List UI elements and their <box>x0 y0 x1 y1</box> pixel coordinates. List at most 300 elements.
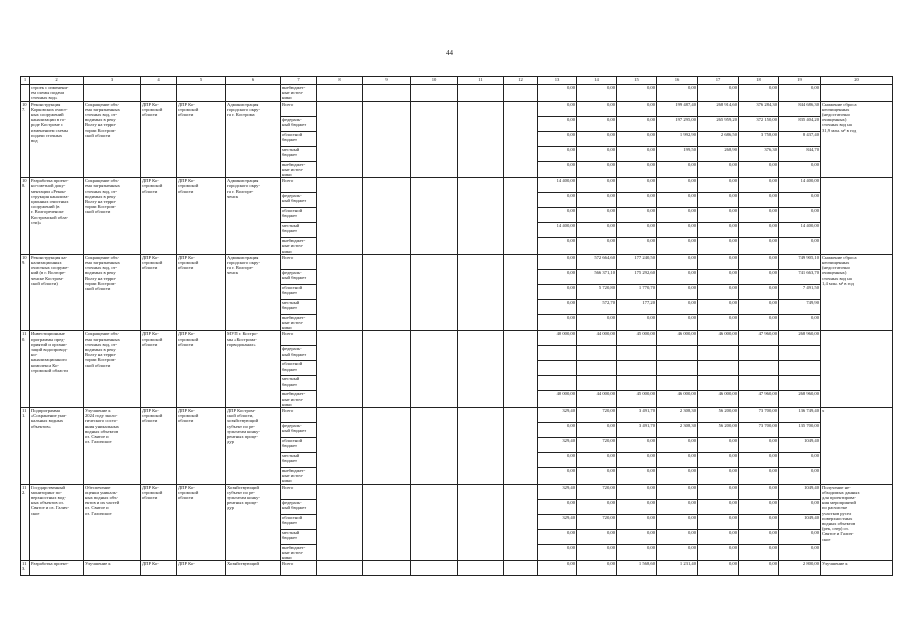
amount-cell: 3 758,00 <box>739 131 779 146</box>
amount-cell: 1049,40 <box>779 438 821 453</box>
empty-cell <box>504 561 538 576</box>
coexecutor-cell: ДПР Ко- стромской области <box>177 254 226 331</box>
funding-source-cell: местный бюджет <box>281 376 317 391</box>
amount-cell <box>779 346 821 361</box>
empty-cell <box>363 254 411 331</box>
amount-cell <box>617 376 657 391</box>
amount-cell: 0,00 <box>577 146 617 161</box>
activity-name-cell: Разработка проект- но-сметной доку- ментации «Рекон- струкция канализа- ционных очистных сооружений (в г. Волгореченске Костромской обла- сти)» <box>30 178 84 255</box>
empty-cell <box>363 101 411 178</box>
amount-cell: 1049,40 <box>779 514 821 529</box>
amount-cell: 0,00 <box>657 284 698 299</box>
amount-cell: 0,00 <box>657 238 698 255</box>
column-header: 19 <box>779 77 821 85</box>
empty-cell <box>317 178 363 255</box>
funding-source-cell: внебюджет- ные источ- ники <box>281 85 317 102</box>
amount-cell: 0,00 <box>779 314 821 331</box>
column-header: 10 <box>411 77 458 85</box>
amount-cell: 0,00 <box>617 223 657 238</box>
amount-cell: 0,00 <box>779 544 821 561</box>
column-header: 16 <box>657 77 698 85</box>
amount-cell: 46 000,00 <box>657 391 698 408</box>
amount-cell: 45 000,00 <box>617 391 657 408</box>
amount-cell: 0,00 <box>698 544 739 561</box>
amount-cell: 0,00 <box>657 85 698 102</box>
amount-cell: 1 992,90 <box>657 131 698 146</box>
amount-cell: 0,00 <box>739 284 779 299</box>
amount-cell <box>779 361 821 376</box>
coexecutor-cell: ДПР Ко- стромской области <box>177 331 226 408</box>
amount-cell: 268 960,00 <box>779 391 821 408</box>
amount-cell: 0,00 <box>779 499 821 514</box>
amount-cell: 372 150,00 <box>739 116 779 131</box>
amount-cell: 720,00 <box>577 514 617 529</box>
amount-cell: 0,00 <box>739 514 779 529</box>
row-number-cell <box>21 85 30 102</box>
amount-cell: 0,00 <box>577 178 617 193</box>
amount-cell: 329,40 <box>538 408 577 423</box>
column-header: 4 <box>141 77 177 85</box>
amount-cell: 844 686,30 <box>779 101 821 116</box>
amount-cell: 5 720,80 <box>577 284 617 299</box>
amount-cell: 0,00 <box>538 468 577 485</box>
empty-cell <box>411 561 458 576</box>
amount-cell: 0,00 <box>577 314 617 331</box>
amount-cell: 44 000,00 <box>577 391 617 408</box>
amount-cell: 0,00 <box>657 314 698 331</box>
result-cell: Снижение сброса неочищенных (недостаточно очищенных) сточных вод на 31,9 млн. м³ в год <box>821 101 893 178</box>
amount-cell: 0,00 <box>698 499 739 514</box>
objective-cell: Улучшение к 2024 году эколо- гического состо- яния уникальных водных объектов oз. Святое и oз. Галичское <box>84 408 141 485</box>
amount-cell: 0,00 <box>698 161 739 178</box>
amount-cell: 1049,40 <box>779 484 821 499</box>
amount-cell: 0,00 <box>739 161 779 178</box>
amount-cell <box>698 346 739 361</box>
amount-cell: 268 960,00 <box>779 331 821 346</box>
executor-cell: Хозяйствующий субъект по ре- зультатам конку- рентных проце- дур <box>226 484 281 561</box>
amount-cell: 47 960,00 <box>739 331 779 346</box>
empty-cell <box>363 85 411 102</box>
amount-cell: 0,00 <box>577 561 617 576</box>
amount-cell: 2 308,30 <box>657 423 698 438</box>
funding-source-cell: Всего <box>281 408 317 423</box>
amount-cell: 0,00 <box>577 161 617 178</box>
amount-cell: 0,00 <box>617 529 657 544</box>
amount-cell: 0,00 <box>698 193 739 208</box>
amount-cell: 0,00 <box>739 223 779 238</box>
result-cell <box>821 85 893 102</box>
amount-cell: 0,00 <box>739 178 779 193</box>
amount-cell: 0,00 <box>657 178 698 193</box>
empty-cell <box>317 561 363 576</box>
empty-cell <box>363 561 411 576</box>
amount-cell: 0,00 <box>577 238 617 255</box>
executor-cell: Администрация городского окру- га г. Волгоре- ченск <box>226 254 281 331</box>
funding-source-cell: Всего <box>281 331 317 346</box>
page-number: 44 <box>446 49 453 57</box>
column-header: 5 <box>177 77 226 85</box>
activity-name-cell: строек с изменени- ем схемы подачи сточных вод» <box>30 85 84 102</box>
amount-cell: 135 700,00 <box>779 423 821 438</box>
amount-cell: 0,00 <box>657 161 698 178</box>
amount-cell: 0,00 <box>779 208 821 223</box>
funding-source-cell: областной бюджет <box>281 131 317 146</box>
amount-cell: 566 371,10 <box>577 269 617 284</box>
amount-cell: 0,00 <box>617 146 657 161</box>
funding-source-cell: федераль- ный бюджет <box>281 423 317 438</box>
amount-cell: 0,00 <box>617 514 657 529</box>
amount-cell: 0,00 <box>698 208 739 223</box>
funding-source-cell: областной бюджет <box>281 438 317 453</box>
amount-cell: 0,00 <box>617 238 657 255</box>
amount-cell: 199,50 <box>657 146 698 161</box>
funding-source-cell: Всего <box>281 101 317 116</box>
amount-cell: 0,00 <box>577 468 617 485</box>
responsible-cell: ДПР Ко- стромской области <box>141 331 177 408</box>
amount-cell: 2 686,50 <box>698 131 739 146</box>
amount-cell: 0,00 <box>538 529 577 544</box>
row-number-cell: 109. <box>21 254 30 331</box>
amount-cell: 0,00 <box>538 116 577 131</box>
responsible-cell: ДПР Ко- <box>141 561 177 576</box>
amount-cell: 0,00 <box>698 484 739 499</box>
amount-cell: 329,40 <box>538 484 577 499</box>
amount-cell: 0,00 <box>657 193 698 208</box>
amount-cell: 0,00 <box>538 499 577 514</box>
empty-cell <box>411 101 458 178</box>
amount-cell: 0,00 <box>739 438 779 453</box>
column-header: 18 <box>739 77 779 85</box>
coexecutor-cell: ДПР Ко- стромской области <box>177 178 226 255</box>
amount-cell: 0,00 <box>538 453 577 468</box>
amount-cell: 73 700,00 <box>739 408 779 423</box>
funding-source-cell: местный бюджет <box>281 146 317 161</box>
amount-cell <box>617 361 657 376</box>
table-row <box>21 408 893 423</box>
table-row <box>21 331 893 346</box>
amount-cell: 0,00 <box>698 269 739 284</box>
amount-cell: 0,00 <box>617 131 657 146</box>
amount-cell: 46 000,00 <box>698 331 739 346</box>
empty-cell <box>363 331 411 408</box>
amount-cell: 7 491,50 <box>779 284 821 299</box>
empty-cell <box>317 484 363 561</box>
row-number-cell: 108. <box>21 178 30 255</box>
amount-cell <box>657 346 698 361</box>
amount-cell: 0,00 <box>739 529 779 544</box>
amount-cell: 3 491,70 <box>617 423 657 438</box>
amount-cell: 0,00 <box>779 468 821 485</box>
amount-cell: 0,00 <box>577 208 617 223</box>
funding-source-cell: федераль- ный бюджет <box>281 499 317 514</box>
empty-cell <box>504 254 538 331</box>
column-header: 13 <box>538 77 577 85</box>
empty-cell <box>458 561 504 576</box>
amount-cell: 46 000,00 <box>657 331 698 346</box>
row-number-cell: 113. <box>21 561 30 576</box>
column-header: 2 <box>30 77 84 85</box>
amount-cell: 268,90 <box>698 146 739 161</box>
amount-cell: 14 400,00 <box>538 178 577 193</box>
amount-cell: 0,00 <box>538 314 577 331</box>
amount-cell: 0,00 <box>617 499 657 514</box>
empty-cell <box>458 408 504 485</box>
amount-cell: 0,00 <box>698 529 739 544</box>
amount-cell: 56 200,00 <box>698 423 739 438</box>
amount-cell: 0,00 <box>577 101 617 116</box>
amount-cell: 0,00 <box>577 544 617 561</box>
empty-cell <box>504 408 538 485</box>
amount-cell: 0,00 <box>617 193 657 208</box>
empty-cell <box>317 408 363 485</box>
funding-source-cell: внебюджет- ные источ- ники <box>281 238 317 255</box>
funding-source-cell: Всего <box>281 254 317 269</box>
funding-source-cell: внебюджет- ные источ- ники <box>281 314 317 331</box>
column-header: 6 <box>226 77 281 85</box>
amount-cell: 2 308,30 <box>657 408 698 423</box>
amount-cell: 0,00 <box>538 85 577 102</box>
amount-cell: 2 800,00 <box>779 561 821 576</box>
amount-cell: 0,00 <box>698 561 739 576</box>
amount-cell: 175 292,60 <box>617 269 657 284</box>
funding-source-cell: внебюджет- ные источ- ники <box>281 544 317 561</box>
amount-cell <box>739 346 779 361</box>
amount-cell: 0,00 <box>577 85 617 102</box>
amount-cell: 0,00 <box>538 561 577 576</box>
amount-cell: 835 404,20 <box>779 116 821 131</box>
column-header: 12 <box>504 77 538 85</box>
funding-source-cell: местный бюджет <box>281 223 317 238</box>
amount-cell: 136 749,40 <box>779 408 821 423</box>
program-table <box>20 76 893 576</box>
empty-cell <box>317 254 363 331</box>
amount-cell: 329,40 <box>538 438 577 453</box>
executor-cell: Хозяйствующий <box>226 561 281 576</box>
objective-cell: Сокращение объ- ема загрязненных сточных вод, от- водимых в реку Волгу на терри- тории Костром- ской области <box>84 101 141 178</box>
row-number-cell: 112. <box>21 484 30 561</box>
empty-cell <box>411 484 458 561</box>
amount-cell: 329,40 <box>538 514 577 529</box>
amount-cell: 0,00 <box>739 544 779 561</box>
empty-cell <box>411 178 458 255</box>
amount-cell: 0,00 <box>617 85 657 102</box>
funding-source-cell: внебюджет- ные источ- ники <box>281 468 317 485</box>
amount-cell: 0,00 <box>739 453 779 468</box>
amount-cell: 0,00 <box>657 499 698 514</box>
funding-source-cell: внебюджет- ные источ- ники <box>281 161 317 178</box>
responsible-cell: ДПР Ко- стромской области <box>141 408 177 485</box>
amount-cell: 0,00 <box>657 529 698 544</box>
amount-cell: 720,00 <box>577 408 617 423</box>
amount-cell: 0,00 <box>657 223 698 238</box>
funding-source-cell: местный бюджет <box>281 453 317 468</box>
amount-cell <box>739 361 779 376</box>
row-number-cell: 107. <box>21 101 30 178</box>
amount-cell: 0,00 <box>617 544 657 561</box>
executor-cell: Администрация городского окру- га г. Кострома <box>226 101 281 178</box>
amount-cell <box>577 376 617 391</box>
amount-cell <box>577 346 617 361</box>
empty-cell <box>504 85 538 102</box>
empty-cell <box>177 85 226 102</box>
result-cell <box>821 331 893 408</box>
empty-cell <box>317 101 363 178</box>
empty-cell <box>411 85 458 102</box>
coexecutor-cell: ДПР Ко- <box>177 561 226 576</box>
funding-source-cell: областной бюджет <box>281 284 317 299</box>
objective-cell: Сокращение объ- ема загрязненных сточных вод, от- водимых в реку Волгу на терри- тории Костром- ской области <box>84 331 141 408</box>
amount-cell: 0,00 <box>577 116 617 131</box>
amount-cell: 0,00 <box>698 453 739 468</box>
column-header: 8 <box>317 77 363 85</box>
column-header: 3 <box>84 77 141 85</box>
amount-cell: 0,00 <box>538 284 577 299</box>
amount-cell: 1 231,40 <box>657 561 698 576</box>
amount-cell: 0,00 <box>657 484 698 499</box>
amount-cell: 0,00 <box>617 208 657 223</box>
amount-cell: 0,00 <box>657 514 698 529</box>
amount-cell: 0,00 <box>538 208 577 223</box>
amount-cell: 749 905,10 <box>779 254 821 269</box>
coexecutor-cell: ДПР Ко- стромской области <box>177 101 226 178</box>
amount-cell: 0,00 <box>538 269 577 284</box>
activity-name-cell: Реконструкция ка- нализационных очистных сооруже- ний (в г. Волгоре- ченске Костром- ской области) <box>30 254 84 331</box>
funding-source-cell: областной бюджет <box>281 208 317 223</box>
amount-cell: 1 770,70 <box>617 284 657 299</box>
amount-cell: 0,00 <box>617 314 657 331</box>
amount-cell: 0,00 <box>657 208 698 223</box>
amount-cell: 0,00 <box>779 193 821 208</box>
amount-cell <box>538 361 577 376</box>
amount-cell: 0,00 <box>739 238 779 255</box>
amount-cell: 572 664,60 <box>577 254 617 269</box>
amount-cell: 0,00 <box>538 423 577 438</box>
amount-cell: 0,00 <box>698 254 739 269</box>
empty-cell <box>458 101 504 178</box>
amount-cell <box>657 361 698 376</box>
amount-cell: 56 200,00 <box>698 408 739 423</box>
amount-cell: 14 400,00 <box>779 223 821 238</box>
amount-cell: 40 000,00 <box>538 391 577 408</box>
amount-cell: 0,00 <box>617 101 657 116</box>
empty-cell <box>317 331 363 408</box>
activity-name-cell: Реконструкция Корковских очист- ных сооружений канализации в го- роде Костроме с изменением схемы подачи сточных вод <box>30 101 84 178</box>
amount-cell: 0,00 <box>739 269 779 284</box>
amount-cell <box>657 376 698 391</box>
amount-cell: 0,00 <box>779 529 821 544</box>
executor-cell: Администрация городского окру- га г. Волгоре- ченск <box>226 178 281 255</box>
amount-cell: 0,00 <box>698 438 739 453</box>
column-header: 14 <box>577 77 617 85</box>
amount-cell: 199 487,40 <box>657 101 698 116</box>
amount-cell: 0,00 <box>577 453 617 468</box>
result-cell: Улучшение к <box>821 561 893 576</box>
amount-cell: 44 000,00 <box>577 331 617 346</box>
amount-cell <box>698 361 739 376</box>
amount-cell: 0,00 <box>739 484 779 499</box>
amount-cell: 3 491,70 <box>617 408 657 423</box>
amount-cell: 0,00 <box>617 468 657 485</box>
funding-source-cell: федераль- ный бюджет <box>281 346 317 361</box>
amount-cell: 0,00 <box>779 85 821 102</box>
amount-cell: 0,00 <box>577 423 617 438</box>
amount-cell: 14 400,00 <box>779 178 821 193</box>
column-header: 7 <box>281 77 317 85</box>
empty-cell <box>411 408 458 485</box>
amount-cell: 844,70 <box>779 146 821 161</box>
empty-cell <box>363 408 411 485</box>
amount-cell: 0,00 <box>577 499 617 514</box>
amount-cell: 0,00 <box>739 254 779 269</box>
amount-cell: 0,00 <box>538 101 577 116</box>
objective-cell: Обеспечение оценки уникаль- ных водных объ- ектов и их частей oз. Святое и oз. Галичское <box>84 484 141 561</box>
funding-source-cell: Всего <box>281 561 317 576</box>
amount-cell: 0,00 <box>617 438 657 453</box>
executor-cell: МУП г. Костро- мы «Кострома- горводоканал» <box>226 331 281 408</box>
activity-name-cell: Разработка проект- <box>30 561 84 576</box>
funding-source-cell: федераль- ный бюджет <box>281 116 317 131</box>
amount-cell <box>739 376 779 391</box>
empty-cell <box>458 331 504 408</box>
amount-cell: 0,00 <box>538 146 577 161</box>
funding-source-cell: местный бюджет <box>281 529 317 544</box>
amount-cell: 0,00 <box>617 178 657 193</box>
table-row <box>21 101 893 116</box>
amount-cell: 0,00 <box>698 314 739 331</box>
objective-cell: Сокращение объ- ема загрязненных сточных вод, от- водимых в реку Волгу на терри- тории Костром- ской области <box>84 178 141 255</box>
amount-cell: 40 000,00 <box>538 331 577 346</box>
amount-cell: 0,00 <box>657 269 698 284</box>
amount-cell <box>538 376 577 391</box>
amount-cell: 0,00 <box>577 193 617 208</box>
amount-cell: 47 960,00 <box>739 391 779 408</box>
amount-cell: 0,00 <box>779 161 821 178</box>
amount-cell: 0,00 <box>657 438 698 453</box>
empty-cell <box>226 85 281 102</box>
responsible-cell: ДПР Ко- стромской области <box>141 254 177 331</box>
amount-cell: 0,00 <box>698 238 739 255</box>
empty-cell <box>411 254 458 331</box>
header-row <box>21 77 893 85</box>
amount-cell: 0,00 <box>538 254 577 269</box>
amount-cell: 265 959,20 <box>698 116 739 131</box>
amount-cell: 0,00 <box>617 116 657 131</box>
funding-source-cell: областной бюджет <box>281 514 317 529</box>
amount-cell <box>617 346 657 361</box>
amount-cell: 45 000,00 <box>617 331 657 346</box>
amount-cell: 0,00 <box>617 453 657 468</box>
responsible-cell: ДПР Ко- стромской области <box>141 101 177 178</box>
empty-cell <box>504 484 538 561</box>
funding-source-cell: местный бюджет <box>281 299 317 314</box>
table-row <box>21 178 893 193</box>
amount-cell: 0,00 <box>538 131 577 146</box>
funding-source-cell: федераль- ный бюджет <box>281 269 317 284</box>
empty-cell <box>458 85 504 102</box>
amount-cell: 0,00 <box>739 499 779 514</box>
empty-cell <box>458 254 504 331</box>
empty-cell <box>84 85 141 102</box>
amount-cell: 0,00 <box>739 561 779 576</box>
responsible-cell: ДПР Ко- стромской области <box>141 484 177 561</box>
empty-cell <box>363 178 411 255</box>
amount-cell: 0,00 <box>698 85 739 102</box>
amount-cell: 0,00 <box>698 514 739 529</box>
amount-cell: 0,00 <box>739 299 779 314</box>
amount-cell: 0,00 <box>698 299 739 314</box>
funding-source-cell: федераль- ный бюджет <box>281 193 317 208</box>
amount-cell: 0,00 <box>657 453 698 468</box>
